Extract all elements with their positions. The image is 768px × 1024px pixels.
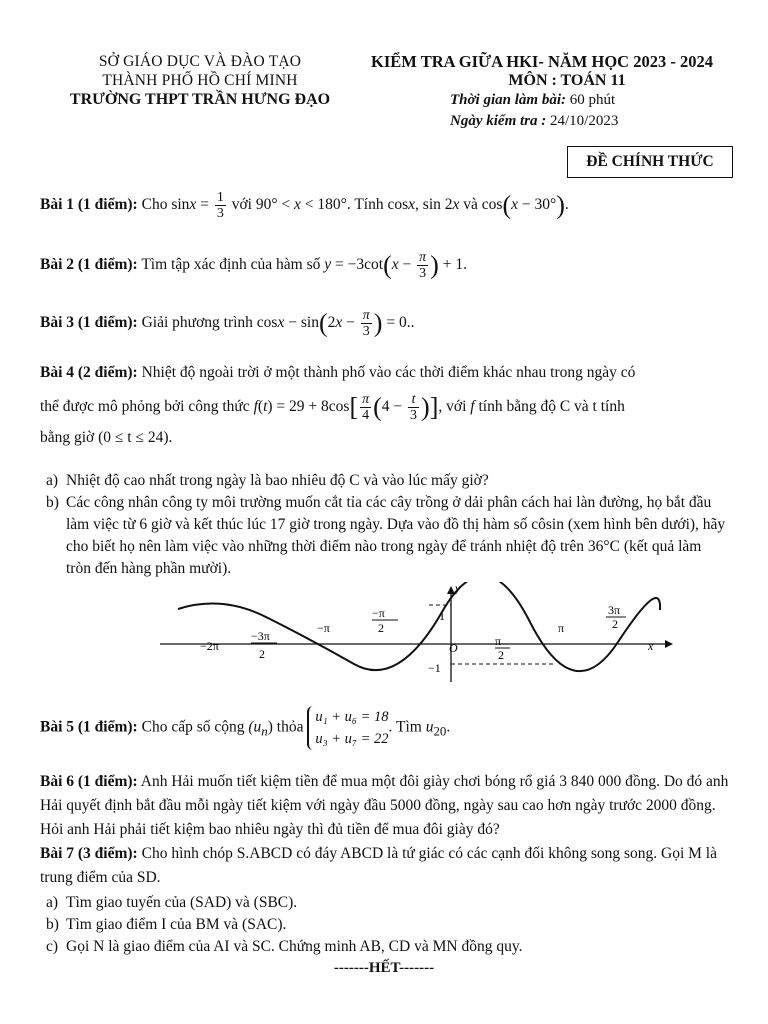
fraction: $\frac{\pi}{4}$: [362, 392, 370, 423]
problem-7b: b) Tìm giao điểm I của BM và (SAC).: [46, 916, 287, 933]
problem-4: Bài 4 (2 điểm): Nhiệt độ ngoài trời ở một thành phố vào các thời điểm khác nhau trong ngày có thể được mô phỏng bởi công thức f(t) = 29 + 8cos[ $\frac{\pi}{4}$ (4 − $\frac{t}{3}$ )], với f tính bằng độ C và t tính bằng giờ (0 ≤ t ≤ 24).: [40, 358, 730, 453]
problem-7-subquestions: [40, 892, 730, 958]
fraction: $\frac{\pi}{3}$: [419, 250, 427, 281]
problem-2: Bài 2 (1 điểm): Tìm tập xác định của hàm số y = −3cot(x − $\frac{\pi}{3}$ ) + 1.: [40, 250, 467, 281]
tick-label: −π: [372, 606, 385, 620]
problem-7a: a) Tìm giao tuyến của (SAD) và (SBC).: [46, 894, 298, 911]
tick-label: π: [558, 621, 565, 635]
origin-label: O: [449, 641, 458, 655]
school-name: TRƯỜNG THPT TRẦN HƯNG ĐẠO: [69, 91, 331, 108]
problem-7-label: Bài 7 (3 điểm):: [40, 845, 138, 862]
tick-label: 3π: [608, 603, 621, 617]
department-name: SỞ GIÁO DỤC VÀ ĐÀO TẠO: [98, 53, 302, 70]
problem-3: Bài 3 (1 điểm): Giải phương trình cosx − sin(2x − $\frac{\pi}{3}$ ) = 0..: [40, 308, 415, 339]
city-name: THÀNH PHỐ HỒ CHÍ MINH: [102, 72, 298, 89]
end-marker: -------HẾT-------: [333, 960, 435, 976]
problem-7: Bài 7 (3 điểm): Cho hình chóp S.ABCD có đáy ABCD là tứ giác có các cạnh đối không song song. Gọi M là trung điểm của SD.: [40, 845, 717, 886]
problem-2-label: Bài 2 (1 điểm):: [40, 256, 138, 274]
exam-header: [352, 52, 732, 132]
cosine-curve: [178, 582, 660, 671]
fraction: $\frac{1}{3}$: [216, 190, 224, 221]
axis-label: y: [455, 582, 461, 595]
x-axis-arrow: [665, 640, 673, 648]
exam-subject: MÔN : TOÁN 11: [508, 72, 626, 89]
equation-system: u₁ + u₆ = 18 u₃ + u₇ = 22: [307, 706, 388, 750]
exam-title: KIỂM TRA GIỮA HKI- NĂM HỌC 2023 - 2024: [371, 52, 713, 71]
problem-4a: a) Nhiệt độ cao nhất trong ngày là bao nhiêu độ C và vào lúc mấy giờ?: [46, 472, 489, 489]
temperature-formula: thể được mô phỏng bởi công thức f(t) = 29 + 8cos[ $\frac{\pi}{4}$ (4 − $\frac{t}{3}$ )], với f tính bằng độ C và t tính: [40, 392, 625, 423]
tick-label: π: [495, 634, 502, 648]
tick-label: 1: [439, 609, 445, 623]
official-exam-badge: ĐỀ CHÍNH THỨC: [567, 146, 733, 178]
fraction: $\frac{\pi}{3}$: [362, 308, 370, 339]
problem-5-label: Bài 5 (1 điểm):: [40, 718, 138, 736]
fraction: $\frac{t}{3}$: [410, 392, 418, 423]
tick-label: −1: [428, 661, 441, 675]
exam-meta: [450, 90, 732, 132]
problem-4b: b) Các công nhân công ty môi trường muốn cắt tỉa các cây trồng ở dải phân cách hai làn đường, họ bắt đầu làm việc từ 6 giờ và kết thúc lúc 17 giờ trong ngày. Dựa vào đồ thị hàm số côsin (xem hình bên dưới), hãy cho biết họ nên làm việc vào những thời điểm nào trong ngày để tránh nhiệt độ trên 36°C (kết quả làm tròn đến hàng phần mười).: [46, 494, 726, 577]
tick-label: 2: [498, 648, 504, 662]
axis-label: x: [648, 639, 654, 653]
tick-label: 2: [612, 617, 618, 631]
tick-label: −3π: [251, 629, 270, 643]
tick-label: 2: [378, 621, 384, 635]
problem-6: Bài 6 (1 điểm): Anh Hải muốn tiết kiệm tiền để mua một đôi giày chơi bóng rổ giá 3 840 000 đồng. Do đó anh Hải quyết định bắt đầu mỗi ngày tiết kiệm với ngày đầu 5000 đồng, ngày sau cao hơn ngày trước 2000 đồng. Hỏi anh Hải phải tiết kiệm bao nhiêu ngày thì đủ tiền để mua đôi giày đó?: [40, 773, 729, 838]
problem-1: Bài 1 (1 điểm): Cho sinx = $\frac{1}{3}$ với 90° < x < 180°. Tính cosx, sin 2x và cos(x − 30°).: [40, 190, 569, 221]
school-header: [40, 52, 360, 109]
problem-5: Bài 5 (1 điểm): Cho cấp số cộng $(u_n)$ thỏa u₁ + u₆ = 18 u₃ + u₇ = 22 . Tìm $u_{20}$.: [40, 706, 730, 750]
problem-6-label: Bài 6 (1 điểm):: [40, 773, 138, 790]
problem-3-label: Bài 3 (1 điểm):: [40, 314, 138, 332]
tick-label: −π: [317, 621, 330, 635]
tick-label: 2: [259, 647, 265, 661]
cosine-graph: [160, 582, 680, 682]
exam-date: Ngày kiểm tra : 24/10/2023: [450, 113, 619, 129]
problem-1-label: Bài 1 (1 điểm):: [40, 196, 138, 214]
exam-duration: Thời gian làm bài: 60 phút: [450, 92, 616, 108]
problem-4-subquestions: [40, 470, 730, 580]
problem-4-label: Bài 4 (2 điểm):: [40, 364, 138, 381]
tick-label: −2π: [200, 639, 219, 653]
problem-7c: c) Gọi N là giao điểm của AI và SC. Chứng minh AB, CD và MN đồng quy.: [46, 938, 523, 955]
